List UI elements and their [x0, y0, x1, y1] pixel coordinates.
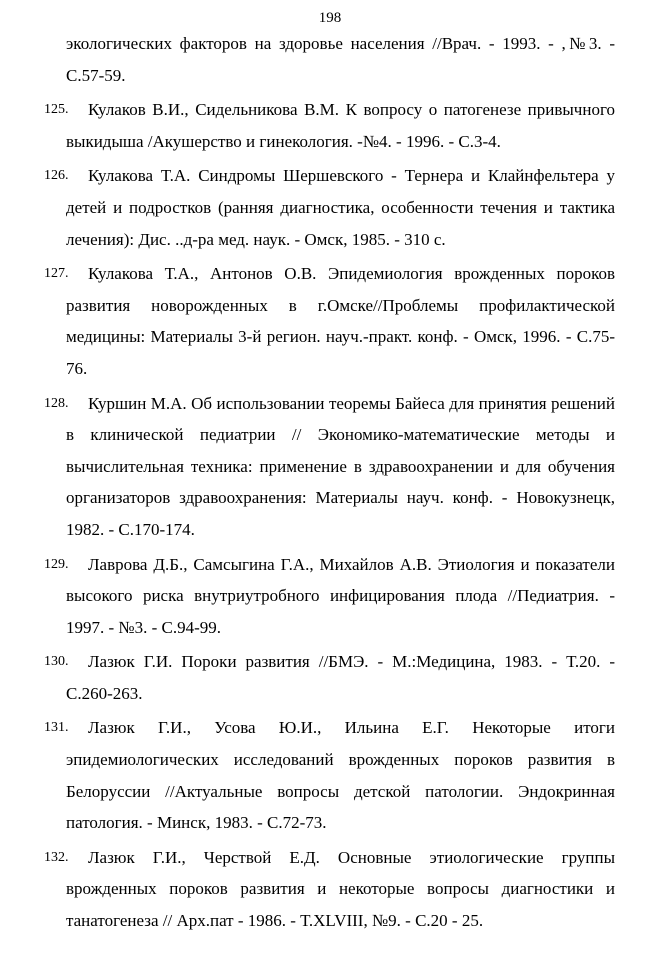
entry-text: Лазюк Г.И. Пороки развития //БМЭ. - М.:Медицина, 1983. - Т.20. - С.260-263.	[66, 652, 615, 703]
bibliography-entry-129	[44, 549, 615, 644]
bibliography-entry-125	[44, 94, 615, 157]
entry-number: 125.	[44, 102, 69, 118]
bibliography-entry-126	[44, 160, 615, 255]
entry-number: 128.	[44, 395, 69, 411]
bibliography-entry-127	[44, 258, 615, 384]
page-number: 198	[318, 10, 342, 26]
entry-text: Куршин М.А. Об использовании теоремы Байеса для принятия решений в клинической педиатрии // Экономико-математические методы и вычислительная техника: применение в здравоохранении и для обучения организаторов здравоохранения: Материалы науч. конф. - Новокузнецк, 1982. - С.170-174.	[66, 393, 615, 539]
bibliography-entry-128	[44, 388, 615, 546]
entry-number: 129.	[44, 556, 69, 572]
entry-text: Лазюк Г.И., Усова Ю.И., Ильина Е.Г. Некоторые итоги эпидемиологических исследований врожденных пороков развития в Белоруссии //Актуальные вопросы детской патологии. Эндокринная патология. - Минск, 1983. - С.72-73.	[66, 718, 615, 833]
bibliography-entry-131	[44, 712, 615, 838]
entry-number: 132.	[44, 849, 69, 865]
entry-text: Кулакова Т.А., Антонов О.В. Эпидемиология врожденных пороков развития новорожденных в г.Омске//Проблемы профилактической медицины: Материалы 3-й регион. науч.-практ. конф. - Омск, 1996. - С.75-76.	[66, 264, 615, 378]
bibliography-list	[44, 28, 615, 937]
entry-number: 131.	[44, 720, 69, 736]
continued-entry-text: экологических факторов на здоровье населения //Врач. - 1993. - ,№3. - С.57-59.	[66, 34, 615, 85]
entry-text: Лаврова Д.Б., Самсыгина Г.А., Михайлов А.В. Этиология и показатели высокого риска внутриутробного инфицирования плода //Педиатрия. - 1997. - №3. - С.94-99.	[66, 554, 615, 637]
entry-number: 126.	[44, 168, 69, 184]
entry-number: 130.	[44, 654, 69, 670]
entry-number: 127.	[44, 266, 69, 282]
entry-text: Лазюк Г.И., Черствой Е.Д. Основные этиологические группы врожденных пороков развития и некоторые вопросы диагностики и танатогенеза // Арх.пат - 1986. - Т.XLVIII, №9. - С.20 - 25.	[66, 847, 615, 931]
bibliography-entry-132	[44, 842, 615, 937]
entry-text: Кулаков В.И., Сидельникова В.М. К вопросу о патогенезе привычного выкидыша /Акушерство и гинекология. -№4. - 1996. - С.3-4.	[66, 100, 615, 151]
entry-text: Кулакова Т.А. Синдромы Шершевского - Тернера и Клайнфельтера у детей и подростков (ранняя диагностика, особенности течения и тактика лечения): Дис. ..д-ра мед. наук. - Омск, 1985. - 310 с.	[66, 166, 615, 249]
bibliography-entry-130	[44, 646, 615, 709]
